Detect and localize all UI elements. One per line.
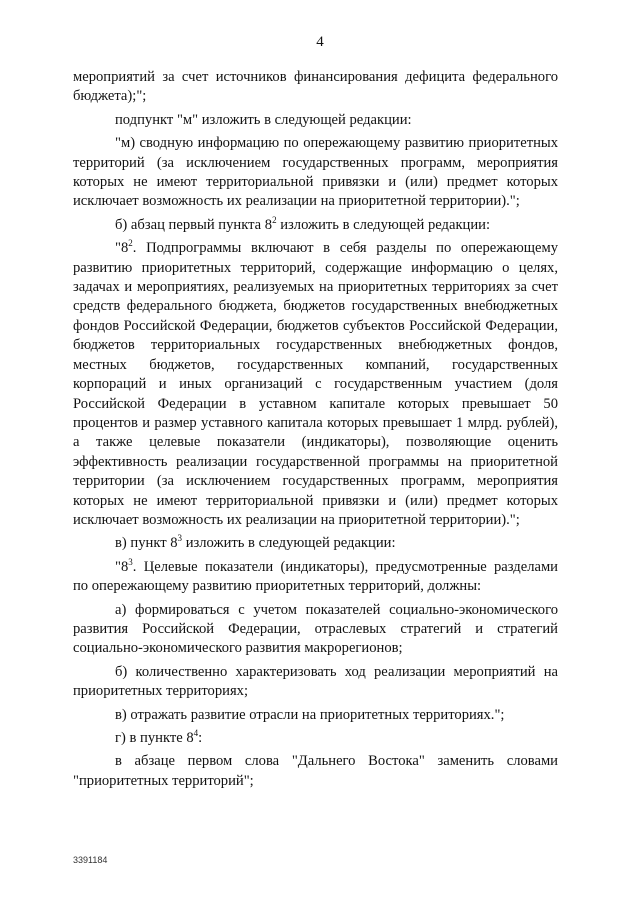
text: изложить в следующей редакции:	[182, 535, 396, 552]
document-code: 3391184	[73, 855, 108, 865]
paragraph-clause-8-3	[73, 558, 558, 597]
paragraph-subitem-m-intro: подпункт "м" изложить в следующей редакции:	[115, 111, 412, 128]
text: изложить в следующей редакции:	[276, 216, 491, 233]
text: . Подпрограммы включают в себя разделы по опережающему развитию приоритетных территорий, содержащие информацию о целях, задачах и мероприятиях, реализуемых на приоритетных территориях за счет средств федерального бюджета, бюджетов государственных внебюджетных фондов Российской Федерации, бюджетов субъектов Российской Федерации, бюджетов территориальных государственных внебюджетных фондов, местных бюджетов, государственных компаний, государственных корпораций и иных организаций с государственным участием (доля Российской Федерации в уставном капитале которых превышает 50 процентов и размер уставного капитала которых превышает 1 млрд. рублей), а также целевые показатели (индикаторы), позволяющие оценить эффективность реализации государственной программы на приоритетной территории (за исключением государственных программ, мероприятия которых не имеют территориальной привязки и (или) предмет которых исключает возможность их реализации на приоритетной территории).";	[73, 240, 558, 528]
paragraph-subitem-b: б) количественно характеризовать ход реализации мероприятий на приоритетных территориях;	[73, 663, 558, 700]
text: "8	[115, 558, 129, 575]
text: "8	[115, 240, 129, 257]
page-number: 4	[316, 34, 324, 50]
superscript: 2	[128, 238, 133, 249]
superscript: 4	[193, 728, 199, 738]
paragraph-clause-8-2	[73, 239, 558, 530]
text: . Целевые показатели (индикаторы), предусмотренные разделами по опережающему развитию приоритетных территорий, должны:	[73, 558, 558, 595]
superscript: 3	[128, 556, 133, 567]
document-body	[73, 68, 558, 795]
paragraph-subitem-a: а) формироваться с учетом показателей социально-экономического развития Российской Федерации, отраслевых стратегий и стратегий социально-экономического развития макрорегионов;	[73, 601, 558, 657]
superscript: 2	[272, 214, 277, 225]
paragraph-replacement: в абзаце первом слова "Дальнего Востока" заменить словами "приоритетных территорий";	[73, 753, 558, 789]
text: б) абзац первый пункта 8	[115, 216, 273, 233]
text: в) пункт 8	[115, 535, 178, 552]
text: г) в пункте 8	[115, 730, 194, 746]
paragraph-item-b	[73, 216, 558, 235]
paragraph-subitem-m-text: "м) сводную информацию по опережающему развитию приоритетных территорий (за исключением государственных программ, мероприятия которых не имеют территориальной привязки и (или) предмет которых исключает возможность их реализации на приоритетной территории).";	[73, 135, 558, 210]
paragraph-continuation: мероприятий за счет источников финансирования дефицита федерального бюджета);";	[73, 69, 558, 105]
superscript: 3	[177, 533, 183, 544]
paragraph-item-v	[73, 534, 558, 553]
text: :	[198, 730, 203, 746]
paragraph-item-g	[73, 729, 558, 748]
paragraph-subitem-v: в) отражать развитие отрасли на приоритетных территориях.";	[115, 706, 505, 723]
